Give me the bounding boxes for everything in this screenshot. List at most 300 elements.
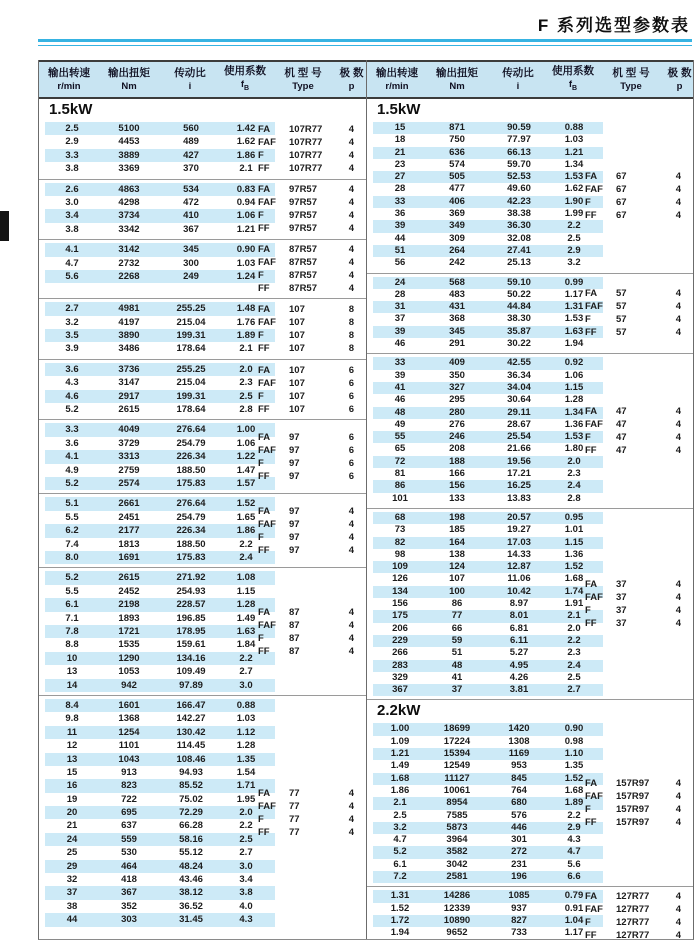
table-row [373, 561, 603, 573]
rows-block [45, 571, 275, 692]
header-cell-poles [665, 67, 694, 93]
type-prefix: FAF [585, 183, 603, 195]
torque-cell: 1101 [118, 740, 140, 752]
torque-cell: 2198 [118, 599, 140, 611]
type-model: 77 [289, 813, 300, 825]
torque-cell: 242 [449, 257, 465, 269]
poles-cell: 4 [675, 209, 681, 221]
speed-cell: 13 [66, 753, 78, 765]
speed-cell: 175 [392, 610, 408, 622]
table-panel-left [39, 60, 366, 939]
torque-cell: 3890 [118, 329, 140, 341]
speed-cell: 2.5 [65, 123, 79, 134]
type-line [585, 617, 681, 630]
ratio-cell: 188.50 [176, 538, 206, 550]
speed-cell: 8.8 [65, 639, 79, 651]
factor-cell: 3.2 [567, 257, 581, 269]
torque-cell: 3736 [118, 363, 140, 375]
ratio-cell: 75.02 [179, 793, 203, 805]
type-prefix: FAF [258, 257, 276, 269]
factor-cell: 1.86 [236, 525, 256, 537]
rows-block [373, 122, 603, 270]
type-prefix: FF [258, 645, 270, 657]
poles-cell: 4 [348, 257, 354, 269]
poles-cell: 6 [348, 431, 354, 443]
table-row [373, 370, 603, 382]
type-model: 77 [289, 826, 300, 838]
torque-cell: 345 [449, 325, 465, 337]
speed-cell: 3.3 [65, 424, 79, 436]
speed-cell: 39 [394, 220, 406, 232]
torque-cell: 2732 [118, 257, 140, 269]
speed-cell: 41 [394, 381, 406, 393]
speed-cell: 11 [66, 726, 78, 738]
table-row [373, 859, 603, 871]
speed-cell: 3.4 [65, 210, 79, 222]
torque-cell: 166 [449, 468, 465, 480]
ratio-cell: 142.27 [176, 713, 206, 725]
speed-cell: 39 [394, 369, 406, 381]
type-model: 107R77 [289, 162, 323, 174]
speed-cell: 15 [66, 766, 78, 778]
table-row [45, 913, 275, 926]
rows-block [373, 890, 603, 939]
rows-block [45, 363, 275, 417]
ratio-cell: 534 [183, 183, 199, 195]
ratio-cell: 48.24 [179, 860, 203, 872]
factor-cell: 1.28 [564, 394, 584, 406]
header-label-en: Type [620, 81, 642, 92]
data-group [367, 720, 693, 886]
speed-cell: 68 [394, 511, 406, 523]
speed-cell: 283 [392, 659, 408, 671]
factor-cell: 1.86 [236, 149, 256, 161]
poles-cell: 4 [348, 787, 354, 799]
ratio-cell: 42.23 [507, 195, 531, 207]
poles-cell: 4 [675, 579, 681, 591]
factor-cell: 1.00 [236, 424, 256, 436]
table-row [45, 329, 275, 342]
table-row [45, 135, 275, 148]
speed-cell: 1.09 [390, 735, 410, 747]
type-block [258, 431, 354, 483]
column-header [367, 60, 693, 99]
torque-cell: 3342 [118, 223, 140, 235]
table-row [373, 208, 603, 220]
type-line [585, 890, 681, 903]
speed-cell: 73 [394, 524, 406, 536]
speed-cell: 5.2 [65, 572, 79, 584]
speed-cell: 3.9 [65, 343, 79, 355]
header-cell-factor [221, 65, 269, 95]
factor-cell: 3.0 [239, 860, 253, 872]
table-row [373, 797, 603, 809]
type-line [585, 209, 681, 222]
table-row [45, 753, 275, 766]
torque-cell: 1691 [118, 551, 140, 563]
type-prefix: FF [585, 327, 597, 339]
type-line [258, 269, 354, 282]
type-model: 107 [289, 342, 305, 354]
table-row [373, 524, 603, 536]
torque-cell: 3964 [446, 834, 468, 846]
header-label-zh: 输出转速 [48, 67, 90, 79]
table-row [45, 162, 275, 175]
factor-cell: 0.88 [236, 699, 256, 711]
poles-cell: 4 [348, 149, 354, 161]
type-model: 97 [289, 431, 300, 443]
torque-cell: 722 [121, 793, 137, 805]
speed-cell: 2.6 [65, 183, 79, 195]
type-line [258, 457, 354, 470]
ratio-cell: 827 [511, 914, 527, 926]
table-row [373, 760, 603, 772]
factor-cell: 2.8 [567, 492, 581, 504]
ratio-cell: 489 [183, 136, 199, 148]
type-prefix: F [585, 432, 591, 444]
data-group [39, 179, 366, 240]
torque-cell: 349 [449, 220, 465, 232]
ratio-cell: 35.87 [507, 325, 531, 337]
speed-cell: 1.94 [390, 927, 410, 939]
torque-cell: 1053 [118, 666, 140, 678]
table-row [45, 403, 275, 416]
type-block [585, 405, 681, 457]
table-row [373, 289, 603, 301]
ratio-cell: 271.92 [176, 572, 206, 584]
torque-cell: 2451 [118, 511, 140, 523]
header-cell-factor [549, 65, 597, 95]
ratio-cell: 77.97 [507, 134, 531, 146]
factor-cell: 1.62 [236, 136, 256, 148]
header-cell-speed [367, 67, 427, 93]
ratio-cell: 272 [511, 846, 527, 858]
header-label-en: r/min [385, 81, 409, 92]
speed-cell: 33 [394, 357, 406, 369]
poles-cell: 4 [348, 606, 354, 618]
table-row [45, 497, 275, 510]
table-row [373, 233, 603, 245]
ratio-cell: 254.79 [176, 511, 206, 523]
type-prefix: F [258, 329, 264, 341]
factor-cell: 2.7 [239, 847, 253, 859]
type-block [585, 890, 681, 942]
table-row [45, 524, 275, 537]
table-row [45, 712, 275, 725]
table-row [45, 766, 275, 779]
type-line [258, 403, 354, 416]
type-line [585, 326, 681, 339]
type-prefix: FAF [585, 301, 603, 313]
torque-cell: 2574 [118, 477, 140, 489]
ratio-cell: 36.52 [179, 900, 203, 912]
title-rule [38, 39, 692, 46]
table-row [45, 598, 275, 611]
factor-cell: 1.17 [564, 927, 584, 939]
type-model: 157R97 [616, 817, 650, 829]
torque-cell: 100 [449, 585, 465, 597]
ratio-cell: 1169 [508, 748, 530, 760]
ratio-cell: 301 [511, 834, 527, 846]
torque-cell: 367 [121, 887, 137, 899]
factor-cell: 2.2 [239, 538, 253, 550]
table-row [45, 437, 275, 450]
factor-cell: 1.17 [564, 288, 584, 300]
table-row [373, 147, 603, 159]
poles-cell: 4 [675, 419, 681, 431]
poles-cell: 8 [348, 329, 354, 341]
speed-cell: 7.4 [65, 538, 79, 550]
speed-cell: 51 [394, 244, 406, 256]
type-line [585, 196, 681, 209]
type-line [258, 243, 354, 256]
page-title: F 系列选型参数表 [537, 16, 690, 35]
speed-cell: 1.49 [390, 760, 410, 772]
type-prefix: FF [258, 223, 270, 235]
type-prefix: FF [585, 618, 597, 630]
type-model: 47 [616, 432, 627, 444]
torque-cell: 3486 [118, 343, 140, 355]
speed-cell: 3.2 [393, 821, 407, 833]
type-model: 87R57 [289, 257, 317, 269]
header-label-en: i [188, 81, 192, 92]
factor-cell: 2.3 [567, 647, 581, 659]
ratio-cell: 130.42 [176, 726, 206, 738]
speed-cell: 126 [392, 573, 408, 585]
data-group [39, 239, 366, 298]
ratio-cell: 276.64 [176, 498, 206, 510]
data-group [367, 119, 693, 273]
torque-cell: 7585 [446, 809, 468, 821]
type-prefix: FAF [258, 136, 276, 148]
ratio-cell: 249 [183, 270, 199, 282]
table-row [373, 610, 603, 622]
ratio-cell: 215.04 [176, 316, 206, 328]
type-line [585, 929, 681, 942]
type-prefix: FA [585, 288, 598, 300]
type-prefix: FAF [258, 377, 276, 389]
type-model: 97 [289, 544, 300, 556]
rows-block [45, 699, 275, 927]
type-line [585, 431, 681, 444]
speed-cell: 86 [394, 480, 406, 492]
factor-cell: 2.2 [239, 652, 253, 664]
factor-cell: 1.21 [564, 146, 584, 158]
factor-cell: 3.0 [239, 679, 253, 691]
torque-cell: 291 [449, 338, 465, 350]
table-row [373, 871, 603, 883]
type-block [258, 303, 354, 355]
factor-cell: 2.2 [567, 809, 581, 821]
table-row [45, 209, 275, 222]
torque-cell: 2177 [118, 525, 140, 537]
type-model: 157R97 [616, 804, 650, 816]
factor-cell: 1.95 [236, 793, 256, 805]
factor-cell: 1.80 [564, 443, 584, 455]
type-prefix: F [258, 457, 264, 469]
type-prefix: FAF [258, 518, 276, 530]
factor-cell: 1.57 [236, 477, 256, 489]
type-line [585, 816, 681, 829]
type-model: 77 [289, 800, 300, 812]
type-prefix: FA [258, 244, 271, 256]
data-group [39, 359, 366, 420]
table-row [373, 159, 603, 171]
poles-cell: 6 [348, 403, 354, 415]
speed-cell: 5.2 [65, 403, 79, 415]
header-label-zh: 极 数 [339, 67, 364, 79]
speed-cell: 3.3 [65, 149, 79, 161]
factor-cell: 1.34 [564, 406, 584, 418]
table-row [373, 407, 603, 419]
ratio-cell: 1308 [508, 735, 530, 747]
ratio-cell: 38.30 [507, 313, 531, 325]
table-row [45, 571, 275, 584]
poles-cell: 4 [348, 136, 354, 148]
table-row [45, 423, 275, 436]
ratio-cell: 733 [511, 927, 527, 939]
header-cell-type [597, 67, 665, 93]
type-line [258, 606, 354, 619]
poles-cell: 4 [675, 288, 681, 300]
table-row [45, 270, 275, 283]
type-line [258, 222, 354, 235]
torque-cell: 350 [449, 369, 465, 381]
ratio-cell: 199.31 [176, 390, 206, 402]
factor-cell: 1.63 [236, 625, 256, 637]
rows-block [45, 497, 275, 564]
type-line [585, 313, 681, 326]
speed-cell: 25 [66, 847, 78, 859]
table-row [373, 660, 603, 672]
type-line [585, 418, 681, 431]
speed-cell: 36 [394, 208, 406, 220]
torque-cell: 66 [451, 622, 463, 634]
table-row [373, 257, 603, 269]
type-block [585, 287, 681, 339]
factor-cell: 2.5 [567, 232, 581, 244]
ratio-cell: 34.04 [507, 381, 531, 393]
poles-cell: 4 [348, 518, 354, 530]
type-line [258, 431, 354, 444]
type-prefix: FF [585, 209, 597, 221]
torque-cell: 77 [451, 610, 463, 622]
factor-cell: 1.65 [236, 511, 256, 523]
type-prefix: FA [258, 123, 271, 135]
type-line [585, 604, 681, 617]
rows-block [373, 512, 603, 696]
type-line [258, 196, 354, 209]
torque-cell: 15394 [443, 748, 471, 760]
header-label-en: Nm [449, 81, 465, 92]
table-row [45, 699, 275, 712]
speed-cell: 8.4 [65, 699, 79, 711]
torque-cell: 1043 [118, 753, 140, 765]
type-line [585, 170, 681, 183]
ratio-cell: 300 [183, 257, 199, 269]
ratio-cell: 19.27 [507, 524, 531, 536]
speed-cell: 5.5 [65, 585, 79, 597]
table-row [373, 736, 603, 748]
header-label-en: p [676, 81, 683, 92]
table-row [373, 834, 603, 846]
factor-cell: 1.15 [236, 585, 256, 597]
ratio-cell: 254.79 [176, 437, 206, 449]
speed-cell: 1.21 [390, 748, 410, 760]
torque-cell: 352 [121, 900, 137, 912]
speed-cell: 2.9 [65, 136, 79, 148]
type-prefix: FF [258, 470, 270, 482]
type-model: 107 [289, 403, 305, 415]
speed-cell: 32 [66, 874, 78, 886]
table-row [45, 376, 275, 389]
ratio-cell: 13.83 [507, 492, 531, 504]
torque-cell: 156 [449, 480, 465, 492]
type-line [258, 444, 354, 457]
header-label-en: Type [292, 81, 314, 92]
table-row [45, 223, 275, 236]
header-label-zh: 使用系数 [552, 65, 594, 78]
factor-cell: 6.6 [567, 871, 581, 883]
ratio-cell: 5.27 [509, 647, 529, 659]
torque-cell: 3313 [118, 451, 140, 463]
torque-cell: 107 [449, 573, 465, 585]
table-row [373, 468, 603, 480]
torque-cell: 637 [121, 820, 137, 832]
ratio-cell: 427 [183, 149, 199, 161]
torque-cell: 1813 [118, 538, 140, 550]
ratio-cell: 255.25 [176, 303, 206, 315]
ratio-cell: 36.30 [507, 220, 531, 232]
speed-cell: 21 [66, 820, 78, 832]
ratio-cell: 17.03 [507, 536, 531, 548]
torque-cell: 368 [449, 313, 465, 325]
factor-cell: 1.10 [564, 748, 584, 760]
table-row [45, 302, 275, 315]
type-model: 87R57 [289, 244, 317, 256]
type-model: 97 [289, 531, 300, 543]
table-row [373, 301, 603, 313]
factor-cell: 2.5 [567, 671, 581, 683]
type-line [258, 342, 354, 355]
data-group [39, 298, 366, 359]
ratio-cell: 228.57 [176, 599, 206, 611]
type-line [585, 444, 681, 457]
header-label-zh: 传动比 [174, 67, 206, 79]
poles-cell: 6 [348, 444, 354, 456]
table-row [373, 915, 603, 927]
type-model: 87 [289, 606, 300, 618]
factor-cell: 2.7 [239, 666, 253, 678]
table-row [45, 450, 275, 463]
factor-cell: 1.89 [236, 329, 256, 341]
ratio-cell: 20.57 [507, 511, 531, 523]
type-model: 97R57 [289, 210, 317, 222]
type-prefix: F [258, 531, 264, 543]
speed-cell: 29 [66, 860, 78, 872]
table-row [373, 277, 603, 289]
torque-cell: 3042 [446, 858, 468, 870]
torque-cell: 17224 [443, 735, 471, 747]
type-line [258, 813, 354, 826]
data-group [367, 886, 693, 943]
factor-cell: 1.21 [236, 223, 256, 235]
table-row [45, 122, 275, 135]
torque-cell: 483 [449, 288, 465, 300]
table-row [45, 886, 275, 899]
type-line [258, 544, 354, 557]
torque-cell: 10890 [443, 914, 471, 926]
